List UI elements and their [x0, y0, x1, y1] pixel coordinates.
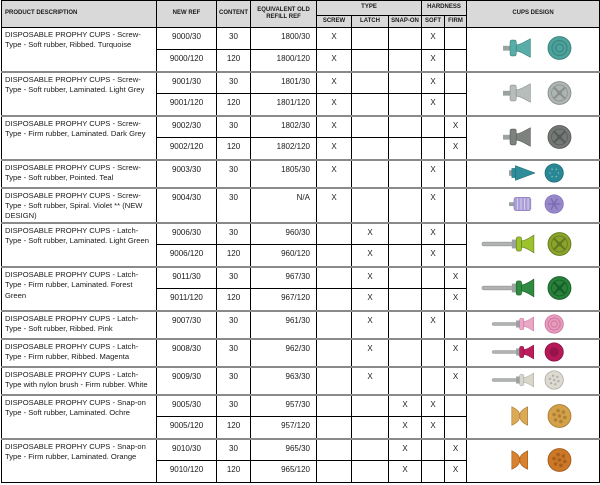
type-latch-mark: [352, 395, 389, 417]
cup-side-view: [509, 197, 531, 210]
product-row: [2, 339, 600, 367]
type-latch-mark: [352, 160, 389, 188]
type-snap-on-mark: [389, 223, 422, 245]
cup-design-image: [476, 229, 590, 259]
type-snap-on-mark: X: [389, 439, 422, 461]
type-screw-mark: X: [317, 160, 352, 188]
type-screw-mark: [317, 439, 352, 461]
product-description: DISPOSABLE PROPHY CUPS - Screw-Type - Soft rubber, Pointed. Teal: [2, 160, 157, 188]
product-row: [2, 188, 600, 223]
product-description: DISPOSABLE PROPHY CUPS - Latch-Type with nylon brush - Firm rubber. White: [2, 367, 157, 395]
hardness-firm-mark: X: [445, 339, 467, 367]
cup-design-image: [476, 312, 590, 336]
type-screw-mark: [317, 311, 352, 339]
hardness-firm-mark: X: [445, 267, 467, 289]
product-row: [2, 439, 600, 461]
product-table: [1, 0, 600, 483]
type-latch-mark: [352, 461, 389, 483]
type-snap-on-mark: [389, 289, 422, 311]
col-new-ref: NEW REF: [157, 1, 217, 28]
hardness-firm-mark: X: [445, 289, 467, 311]
type-screw-mark: [317, 245, 352, 267]
new-ref-value: 9001/120: [157, 94, 217, 116]
new-ref-value: 9010/120: [157, 461, 217, 483]
cup-design-cell: [467, 72, 600, 116]
type-screw-mark: X: [317, 188, 352, 223]
cup-side-view: [482, 235, 534, 253]
product-row: [2, 367, 600, 395]
cup-design-cell: [467, 311, 600, 339]
type-snap-on-mark: [389, 160, 422, 188]
type-latch-mark: [352, 188, 389, 223]
hardness-soft-mark: [422, 339, 445, 367]
cup-design-image: [476, 192, 590, 216]
type-latch-mark: X: [352, 339, 389, 367]
product-description: DISPOSABLE PROPHY CUPS - Snap-on Type - Firm rubber, Laminated. Orange: [2, 439, 157, 483]
type-snap-on-mark: X: [389, 395, 422, 417]
type-screw-mark: [317, 223, 352, 245]
hardness-firm-mark: X: [445, 367, 467, 395]
product-row: [2, 160, 600, 188]
hardness-firm-mark: [445, 50, 467, 72]
new-ref-value: 9000/120: [157, 50, 217, 72]
type-screw-mark: [317, 339, 352, 367]
cup-design-cell: [467, 160, 600, 188]
old-ref-value: 957/120: [251, 417, 317, 439]
hardness-firm-mark: X: [445, 116, 467, 138]
type-snap-on-mark: X: [389, 461, 422, 483]
new-ref-value: 9002/30: [157, 116, 217, 138]
hardness-firm-mark: [445, 188, 467, 223]
col-hardness-soft: SOFT: [422, 16, 445, 28]
cup-top-view: [548, 125, 571, 148]
hardness-soft-mark: X: [422, 50, 445, 72]
new-ref-value: 9006/120: [157, 245, 217, 267]
type-screw-mark: X: [317, 94, 352, 116]
content-value: 30: [217, 395, 251, 417]
content-value: 30: [217, 223, 251, 245]
type-snap-on-mark: [389, 72, 422, 94]
product-row: [2, 116, 600, 138]
type-screw-mark: X: [317, 72, 352, 94]
product-row: [2, 223, 600, 245]
hardness-soft-mark: X: [422, 245, 445, 267]
old-ref-value: 960/30: [251, 223, 317, 245]
product-description: DISPOSABLE PROPHY CUPS - Latch-Type - Soft rubber, Laminated. Light Green: [2, 223, 157, 267]
product-row: [2, 311, 600, 339]
hardness-firm-mark: [445, 72, 467, 94]
cup-design-cell: [467, 339, 600, 367]
new-ref-value: 9004/30: [157, 188, 217, 223]
cup-top-view: [548, 276, 571, 299]
old-ref-value: 967/30: [251, 267, 317, 289]
old-ref-value: 1801/120: [251, 94, 317, 116]
hardness-soft-mark: X: [422, 188, 445, 223]
type-latch-mark: [352, 417, 389, 439]
type-snap-on-mark: [389, 50, 422, 72]
product-row: [2, 72, 600, 94]
old-ref-value: N/A: [251, 188, 317, 223]
type-screw-mark: [317, 289, 352, 311]
type-snap-on-mark: [389, 339, 422, 367]
cup-design-image: [476, 445, 590, 475]
type-latch-mark: X: [352, 267, 389, 289]
cup-design-cell: [467, 395, 600, 439]
old-ref-value: 960/120: [251, 245, 317, 267]
hardness-firm-mark: X: [445, 138, 467, 160]
content-value: 120: [217, 138, 251, 160]
cup-design-image: [476, 273, 590, 303]
hardness-soft-mark: X: [422, 311, 445, 339]
type-snap-on-mark: [389, 367, 422, 395]
content-value: 30: [217, 439, 251, 461]
cup-design-image: [476, 340, 590, 364]
new-ref-value: 9010/30: [157, 439, 217, 461]
hardness-firm-mark: [445, 28, 467, 50]
hardness-soft-mark: X: [422, 395, 445, 417]
hardness-soft-mark: [422, 367, 445, 395]
hardness-soft-mark: [422, 138, 445, 160]
type-snap-on-mark: X: [389, 417, 422, 439]
col-type-latch: LATCH: [352, 16, 389, 28]
col-hardness: HARDNESS: [422, 1, 467, 16]
new-ref-value: 9005/120: [157, 417, 217, 439]
hardness-firm-mark: [445, 223, 467, 245]
col-type: TYPE: [317, 1, 422, 16]
old-ref-value: 965/30: [251, 439, 317, 461]
content-value: 30: [217, 367, 251, 395]
type-latch-mark: [352, 94, 389, 116]
content-value: 30: [217, 311, 251, 339]
new-ref-value: 9002/120: [157, 138, 217, 160]
cup-top-view: [545, 371, 563, 389]
hardness-soft-mark: [422, 267, 445, 289]
hardness-soft-mark: [422, 461, 445, 483]
product-description: DISPOSABLE PROPHY CUPS - Snap-on Type - Soft rubber, Laminated. Ochre: [2, 395, 157, 439]
cup-top-view: [548, 449, 571, 472]
cup-side-view: [512, 407, 528, 426]
type-latch-mark: [352, 50, 389, 72]
hardness-soft-mark: [422, 116, 445, 138]
type-snap-on-mark: [389, 188, 422, 223]
cup-side-view: [503, 39, 530, 58]
cup-top-view: [548, 81, 571, 104]
cup-design-cell: [467, 188, 600, 223]
type-snap-on-mark: [389, 138, 422, 160]
new-ref-value: 9001/30: [157, 72, 217, 94]
cup-design-image: [476, 161, 590, 185]
old-ref-value: 961/30: [251, 311, 317, 339]
cup-side-view: [512, 451, 528, 470]
cup-design-image: [476, 122, 590, 152]
content-value: 30: [217, 72, 251, 94]
type-latch-mark: [352, 72, 389, 94]
cup-design-image: [476, 33, 590, 63]
cup-side-view: [492, 317, 534, 331]
old-ref-value: 1801/30: [251, 72, 317, 94]
cup-top-view: [545, 195, 563, 213]
cup-top-view: [548, 404, 571, 427]
new-ref-value: 9009/30: [157, 367, 217, 395]
cup-design-image: [476, 368, 590, 392]
type-latch-mark: X: [352, 223, 389, 245]
cup-design-image: [476, 78, 590, 108]
type-latch-mark: [352, 116, 389, 138]
old-ref-value: 963/30: [251, 367, 317, 395]
type-snap-on-mark: [389, 116, 422, 138]
type-snap-on-mark: [389, 28, 422, 50]
hardness-firm-mark: [445, 94, 467, 116]
content-value: 120: [217, 461, 251, 483]
cup-side-view: [492, 373, 534, 387]
content-value: 120: [217, 94, 251, 116]
old-ref-value: 965/120: [251, 461, 317, 483]
type-snap-on-mark: [389, 311, 422, 339]
content-value: 30: [217, 160, 251, 188]
hardness-soft-mark: [422, 289, 445, 311]
old-ref-value: 1800/120: [251, 50, 317, 72]
cup-top-view: [545, 315, 563, 333]
new-ref-value: 9007/30: [157, 311, 217, 339]
content-value: 30: [217, 339, 251, 367]
type-latch-mark: [352, 138, 389, 160]
hardness-firm-mark: [445, 245, 467, 267]
product-table-body: [2, 28, 600, 483]
old-ref-value: 1805/30: [251, 160, 317, 188]
type-screw-mark: X: [317, 116, 352, 138]
hardness-firm-mark: [445, 395, 467, 417]
type-snap-on-mark: [389, 245, 422, 267]
cup-top-view: [545, 163, 563, 181]
col-type-snap-on: SNAP-ON: [389, 16, 422, 28]
cup-side-view: [503, 127, 530, 146]
type-screw-mark: X: [317, 28, 352, 50]
col-cups-design: CUPS DESIGN: [467, 1, 600, 28]
cup-design-cell: [467, 223, 600, 267]
new-ref-value: 9005/30: [157, 395, 217, 417]
type-latch-mark: [352, 28, 389, 50]
type-screw-mark: X: [317, 50, 352, 72]
content-value: 30: [217, 116, 251, 138]
product-description: DISPOSABLE PROPHY CUPS - Latch-Type - Firm rubber, Ribbed. Magenta: [2, 339, 157, 367]
hardness-soft-mark: X: [422, 160, 445, 188]
cup-design-cell: [467, 28, 600, 72]
hardness-soft-mark: X: [422, 94, 445, 116]
cup-design-cell: [467, 367, 600, 395]
cup-side-view: [509, 165, 535, 180]
product-description: DISPOSABLE PROPHY CUPS - Screw-Type - Firm rubber, Laminated. Dark Grey: [2, 116, 157, 160]
content-value: 120: [217, 289, 251, 311]
hardness-firm-mark: X: [445, 439, 467, 461]
hardness-firm-mark: [445, 311, 467, 339]
old-ref-value: 967/120: [251, 289, 317, 311]
hardness-soft-mark: [422, 439, 445, 461]
type-screw-mark: [317, 267, 352, 289]
new-ref-value: 9003/30: [157, 160, 217, 188]
content-value: 120: [217, 417, 251, 439]
type-snap-on-mark: [389, 94, 422, 116]
cup-side-view: [503, 83, 530, 102]
type-latch-mark: X: [352, 245, 389, 267]
cup-design-cell: [467, 439, 600, 483]
content-value: 30: [217, 28, 251, 50]
product-description: DISPOSABLE PROPHY CUPS - Latch-Type - Firm rubber, Laminated. Forest Green: [2, 267, 157, 311]
hardness-soft-mark: X: [422, 223, 445, 245]
old-ref-value: 1802/30: [251, 116, 317, 138]
product-description: DISPOSABLE PROPHY CUPS - Screw-Type - Soft rubber, Laminated. Light Grey: [2, 72, 157, 116]
old-ref-value: 1802/120: [251, 138, 317, 160]
col-type-screw: SCREW: [317, 16, 352, 28]
type-screw-mark: [317, 461, 352, 483]
product-row: [2, 267, 600, 289]
hardness-firm-mark: X: [445, 461, 467, 483]
hardness-soft-mark: X: [422, 417, 445, 439]
type-screw-mark: [317, 417, 352, 439]
type-latch-mark: X: [352, 367, 389, 395]
product-row: [2, 395, 600, 417]
cup-top-view: [545, 343, 563, 361]
new-ref-value: 9000/30: [157, 28, 217, 50]
type-latch-mark: X: [352, 311, 389, 339]
new-ref-value: 9006/30: [157, 223, 217, 245]
old-ref-value: 957/30: [251, 395, 317, 417]
product-description: DISPOSABLE PROPHY CUPS - Screw-Type - Soft rubber, Ribbed. Turquoise: [2, 28, 157, 72]
type-latch-mark: [352, 439, 389, 461]
type-screw-mark: X: [317, 138, 352, 160]
cup-top-view: [548, 37, 571, 60]
type-screw-mark: [317, 395, 352, 417]
content-value: 120: [217, 50, 251, 72]
hardness-firm-mark: [445, 160, 467, 188]
cup-design-image: [476, 401, 590, 431]
new-ref-value: 9011/120: [157, 289, 217, 311]
cup-design-cell: [467, 267, 600, 311]
hardness-soft-mark: X: [422, 28, 445, 50]
hardness-firm-mark: [445, 417, 467, 439]
new-ref-value: 9008/30: [157, 339, 217, 367]
old-ref-value: 1800/30: [251, 28, 317, 50]
content-value: 30: [217, 267, 251, 289]
cup-top-view: [548, 232, 571, 255]
type-snap-on-mark: [389, 267, 422, 289]
col-hardness-firm: FIRM: [445, 16, 467, 28]
product-description: DISPOSABLE PROPHY CUPS - Latch-Type - Soft rubber, Ribbed. Pink: [2, 311, 157, 339]
content-value: 30: [217, 188, 251, 223]
table-header: [2, 1, 600, 28]
type-screw-mark: [317, 367, 352, 395]
type-latch-mark: X: [352, 289, 389, 311]
col-content: CONTENT: [217, 1, 251, 28]
hardness-soft-mark: X: [422, 72, 445, 94]
product-description: DISPOSABLE PROPHY CUPS - Screw-Type - Soft rubber, Spiral. Violet ** (NEW DESIGN): [2, 188, 157, 223]
new-ref-value: 9011/30: [157, 267, 217, 289]
content-value: 120: [217, 245, 251, 267]
cup-side-view: [482, 279, 534, 297]
product-row: [2, 28, 600, 50]
col-product-description: PRODUCT DESCRIPTION: [2, 1, 157, 28]
col-old-ref: EQUIVALENT OLD REFILL REF: [251, 1, 317, 28]
cup-side-view: [492, 345, 534, 359]
cup-design-cell: [467, 116, 600, 160]
old-ref-value: 962/30: [251, 339, 317, 367]
